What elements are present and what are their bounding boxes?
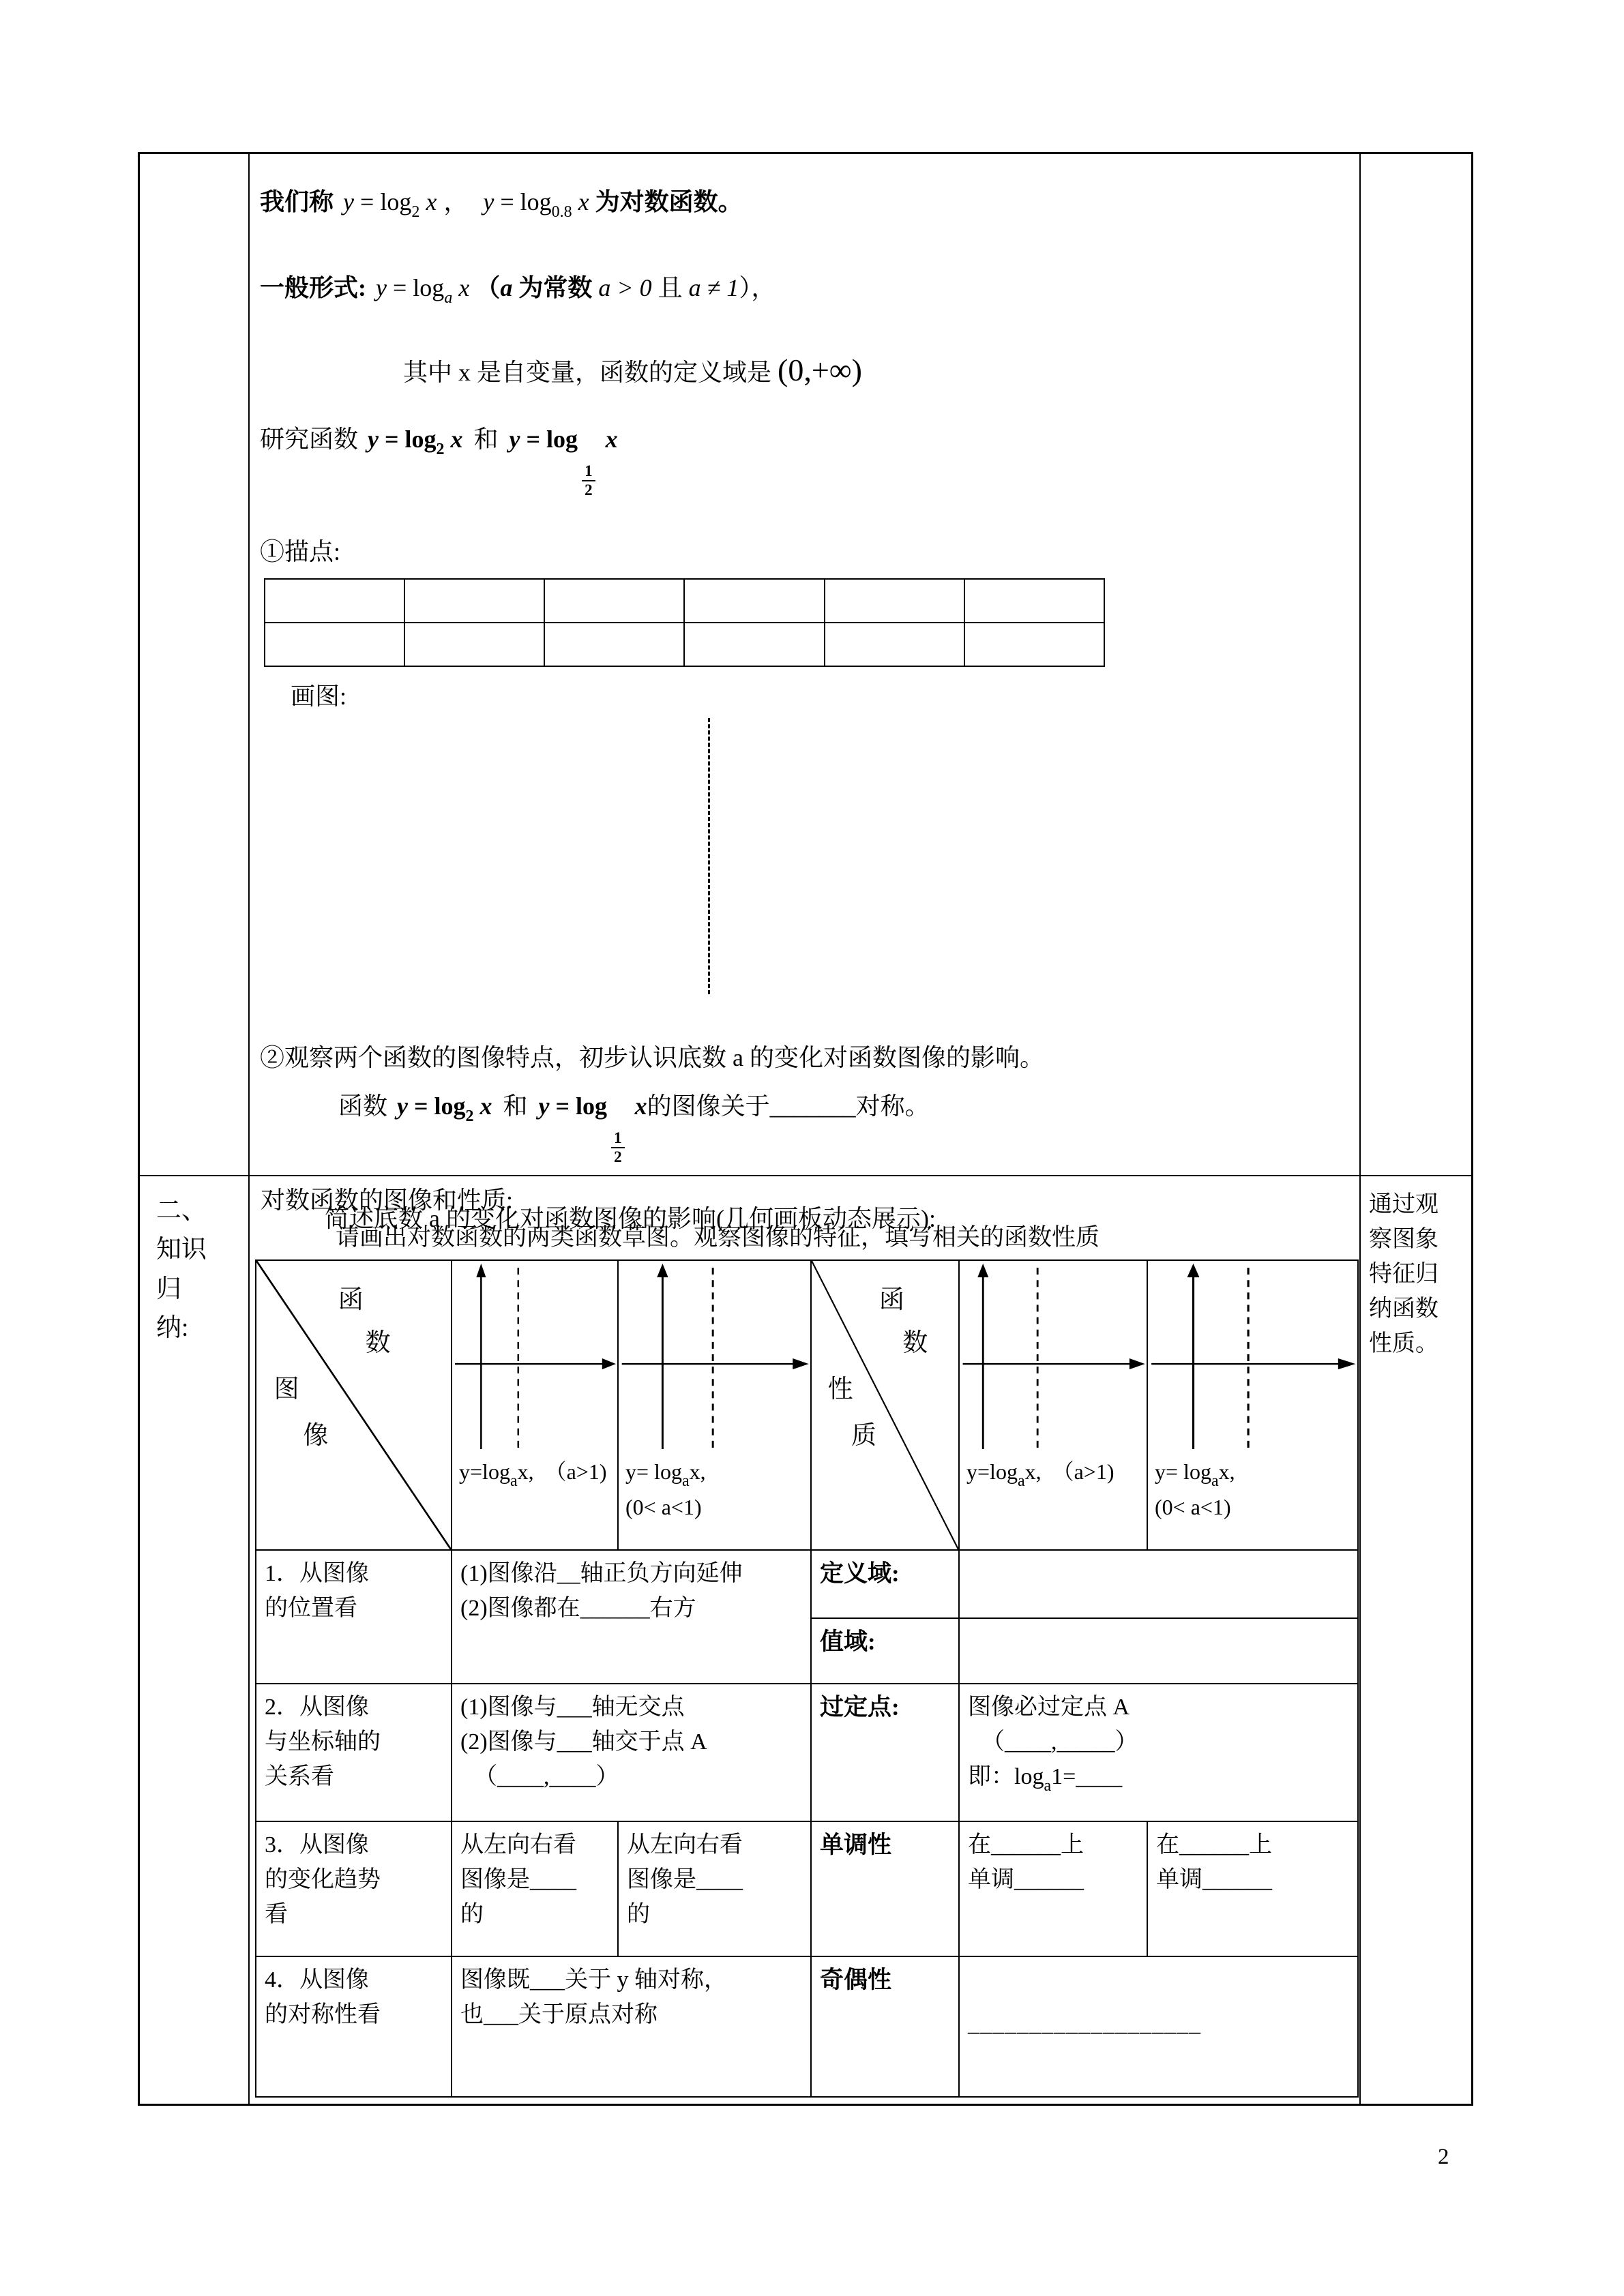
row4-label-cell: 4．从图像 的对称性看 [256,1956,452,2097]
plot-cell[interactable] [404,623,544,666]
axes-graph [960,1261,1147,1453]
study-functions-line [260,423,1346,499]
diagonal-cell-function-image [256,1260,452,1550]
row1-label-cell: 1．从图像 的位置看 [256,1550,452,1684]
diag-char: 质 [851,1421,877,1450]
draw-graph-label: 画图: [291,683,347,711]
note-line: 性质。 [1369,1331,1438,1356]
subscript: 0.8 [551,203,572,221]
text-and: 且 [651,274,689,302]
diag-char: 数 [902,1329,928,1358]
domain-line [403,350,1346,391]
describe-base-effect-line: 简述底数 a 的变化对函数图像的影响(几何画板动态展示): [325,1204,936,1232]
formula-log2x: $y = \log_2 x$ [343,188,437,221]
log-fn: log [380,188,412,215]
formula-loghalfx-bold: y = log $\frac{1}{2}$ x [509,426,618,498]
text-function: 函数 [338,1092,388,1120]
var-x: x [452,274,470,302]
row3-colB-cell: 从左向右看 图像是____ 的 [452,1821,618,1956]
prop-monotonicity-cell: 单调性 [811,1821,959,1956]
subscript: a [444,289,453,308]
row2-observation-cell: (1)图像与___轴无交点 (2)图像与___轴交于点 A （____,____） [452,1684,811,1821]
row3-label-cell: 3．从图像 的变化趋势 看 [256,1821,452,1956]
dashed-axis-placeholder [708,718,710,994]
page-number: 2 [1438,2145,1449,2169]
plot-points-table [264,578,1105,667]
plot-cell[interactable] [544,623,684,666]
prop-domain-cell: 定义域: [811,1550,959,1618]
sidebar-line: 二、 [156,1197,207,1225]
graph-label: $y= \log_ax$, (0< a<1) [1155,1459,1235,1519]
log-fn: log [520,188,552,215]
plot-cell[interactable] [825,623,964,666]
graph-cell-a-lt-1 [1147,1260,1358,1550]
outer-cell-top-left [140,154,248,1175]
text-constant: 为常数 [512,274,599,302]
plot-cell[interactable] [684,623,824,666]
monotonicity-answer-gt1-cell: 在______上 单调______ [959,1821,1147,1956]
graph-cell-a-gt-1 [452,1260,618,1550]
row1-observation-cell: (1)图像沿__轴正负方向延伸 (2)图像都在______右方 [452,1550,811,1684]
properties-table [255,1259,1359,2098]
note-line: 通过观 [1369,1192,1438,1217]
graph-label: $y=\log_ax$, （a>1) [459,1459,607,1491]
graph-label: $y=\log_ax$, （a>1) [966,1459,1114,1491]
observe-line: ②观察两个函数的图像特点，初步认识底数 a 的变化对函数图像的影响。 [260,1044,1044,1072]
symmetry-line [338,1090,1346,1166]
sidebar-line: 纳: [156,1314,189,1343]
parity-answer-cell [959,1956,1358,2097]
prop-fixed-point-cell: 过定点: [811,1684,959,1821]
sidebar-line: 知识 [156,1236,207,1264]
text-symmetry: 对称。 [855,1092,930,1120]
log-fn: log [413,274,445,302]
note-line: 特征归 [1369,1262,1438,1287]
text-we-call: 我们称 [260,188,334,215]
plot-table-row [265,623,1104,666]
margin-note [1359,1175,1471,2104]
plot-cell[interactable] [825,579,964,623]
prop-parity-cell: 奇偶性 [811,1956,959,2097]
formula-log2x-bold: $y = \log_2 x$ [397,1092,492,1126]
row-axes-relation [256,1684,1358,1821]
plot-cell[interactable] [265,579,404,623]
fraction-one-half: $\frac{1}{2}$ [611,1129,625,1166]
general-form-line [260,272,1346,309]
fill-blank[interactable]: _______ [769,1092,856,1120]
sidebar-knowledge-label [140,1175,248,2104]
intro-definition-line [260,186,1346,223]
plot-cell[interactable] [265,623,404,666]
var-x: x [572,188,589,215]
var-y: y [376,274,387,302]
diag-char: 数 [365,1329,391,1358]
text-domain-desc: 其中 x 是自变量，函数的定义域是 [403,359,772,387]
knowledge-title: 对数函数的图像和性质: [261,1187,514,1214]
domain-interval: (0,+∞) [778,353,862,388]
diagonal-cell-function-property [811,1260,959,1550]
loga1-line: 即：$\log_a1=\_\_\_\_$ [968,1764,1123,1795]
graph-label: $y= \log_ax$, (0< a<1) [625,1459,706,1519]
note-line: 纳函数 [1369,1296,1438,1322]
graph-cell-a-lt-1 [618,1260,811,1550]
diag-char: 性 [827,1375,853,1404]
fraction-one-half: $\frac{1}{2}$ [582,462,595,499]
axes-graph [452,1261,617,1453]
graph-cell-a-gt-1 [959,1260,1147,1550]
diag-char: 像 [303,1421,329,1450]
cond-a-ne-1: a ≠ 1 [688,274,739,302]
knowledge-section [248,1175,1359,2104]
text-and: 和 [503,1092,528,1120]
row-trend [256,1821,1358,1956]
monotonicity-answer-lt1-cell: 在______上 单调______ [1147,1821,1358,1956]
formula-log2x-bold: $y = \log_2 x$ [368,426,463,459]
general-form-label: 一般形式: [260,274,366,302]
fixed-point-answer-cell: 图像必过定点 A （____,_____） 即：$\log_a1=\_\_\_\_$ [959,1684,1358,1821]
diag-char: 图 [274,1375,299,1404]
axes-graph [619,1261,810,1453]
plot-cell[interactable] [404,579,544,623]
plot-cell[interactable] [964,623,1104,666]
plot-cell[interactable] [964,579,1104,623]
text-and: 和 [473,426,499,453]
outer-table [138,152,1473,2106]
row2-label-cell: 2．从图像 与坐标轴的 关系看 [256,1684,452,1821]
prop-range-cell: 值域: [811,1618,959,1684]
diag-char: 函 [338,1285,364,1314]
domain-answer-cell[interactable] [959,1550,1358,1618]
fill-blank[interactable]: ___________________ [968,2011,1201,2037]
range-answer-cell[interactable] [959,1618,1358,1684]
paren-close: ）， [739,274,776,302]
var-x: x [419,188,437,215]
var-y: y [483,188,494,215]
var-y: y [343,188,354,215]
axes-graph [1148,1261,1357,1453]
outer-cell-top-right [1359,154,1471,1175]
plot-cell[interactable] [544,579,684,623]
var-a: a [500,274,513,302]
plot-table-row [265,579,1104,623]
formula-loghalfx-bold: y = log $\frac{1}{2}$ x [538,1092,647,1165]
sidebar-line: 归 [156,1274,181,1303]
properties-header-row [256,1260,1358,1550]
comma-separator: ， [443,188,469,215]
row4-observation-cell: 图像既___关于 y 轴对称， 也___关于原点对称 [452,1956,811,2097]
text-study: 研究函数 [260,426,359,453]
knowledge-subtitle: 请画出对数函数的两类函数草图。观察图像的特征，填写相关的函数性质 [336,1223,1100,1251]
plot-points-label: ①描点: [260,537,341,565]
row3-colC-cell: 从左向右看 图像是____ 的 [618,1821,811,1956]
plot-cell[interactable] [684,579,824,623]
diag-char: 函 [879,1285,904,1314]
paren-open: （ [475,274,501,302]
note-line: 察图象 [1369,1227,1438,1252]
cond-a-gt-0: a > 0 [598,274,652,302]
text-symmetric-about: 的图像关于 [647,1092,770,1120]
row-position [256,1550,1358,1618]
subscript: 2 [411,203,420,221]
text-is-log-function: 为对数函数。 [595,188,743,215]
formula-logax: $y = \log_a x$ [376,274,470,308]
formula-log08x: $y = \log_{0.8} x$ [483,188,589,221]
row-symmetry [256,1956,1358,2097]
